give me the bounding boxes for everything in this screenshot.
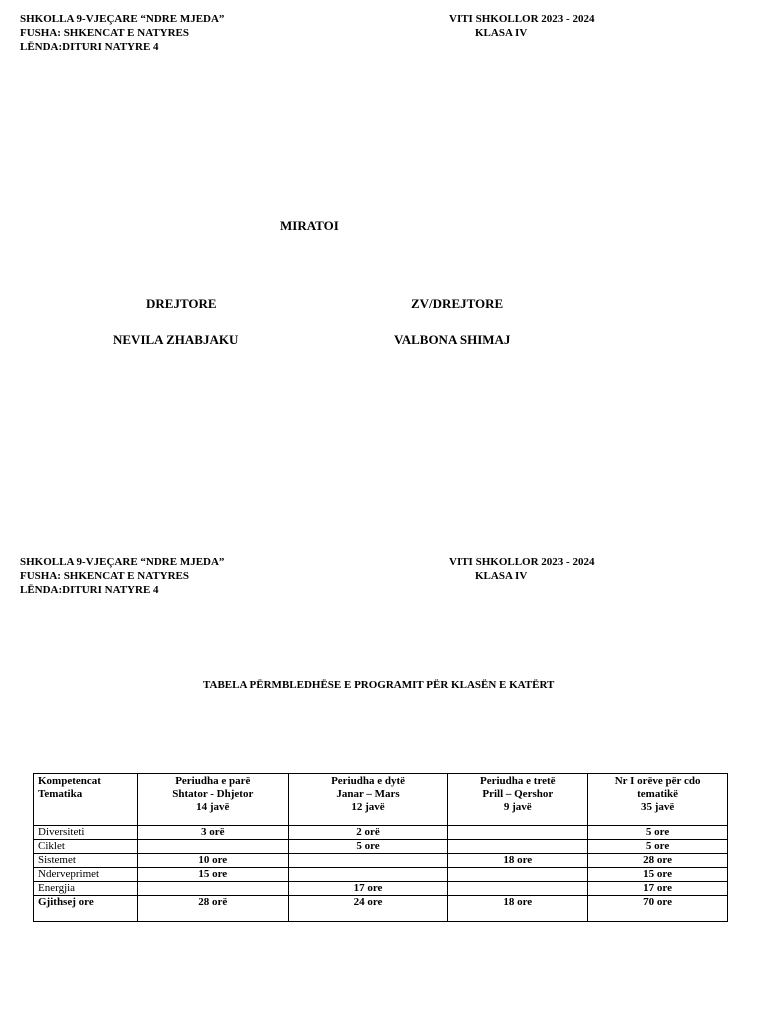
total-cell: 28 orë [137,896,288,922]
school-name: SHKOLLA 9-VJEÇARE “NDRE MJEDA” [20,13,225,25]
class-label: KLASA IV [475,27,528,39]
table-cell [448,882,588,896]
table-cell: 10 ore [137,854,288,868]
table-cell: 28 ore [588,854,728,868]
header-cell-total-hours [588,774,728,826]
table-cell: 3 orë [137,826,288,840]
header-line: Tematika [38,788,83,800]
table-row [34,854,728,868]
school-year: VITI SHKOLLOR 2023 - 2024 [449,556,595,568]
header-line: Shtator - Dhjetor [172,788,254,800]
table-row [34,840,728,854]
deputy-name: VALBONA SHIMAJ [394,332,511,347]
subject-label: LËNDA:DITURI NATYRE 4 [20,41,159,53]
table-cell: 17 ore [588,882,728,896]
total-label: Gjithsej ore [34,896,138,922]
table-row [34,868,728,882]
row-label: Energjia [34,882,138,896]
header-line: Kompetencat [38,775,101,787]
school-header-top [20,12,224,54]
class-label: KLASA IV [475,570,528,582]
table-cell: 5 ore [588,826,728,840]
table-cell [137,840,288,854]
header-line: 12 javë [351,801,385,813]
field-label: FUSHA: SHKENCAT E NATYRES [20,27,190,39]
table-cell [288,868,448,882]
row-label: Nderveprimet [34,868,138,882]
total-cell: 70 ore [588,896,728,922]
table-cell: 17 ore [288,882,448,896]
table-cell: 18 ore [448,854,588,868]
table-row [34,826,728,840]
table-cell: 15 ore [588,868,728,882]
header-line: tematikë [637,788,679,800]
header-cell-competencies [34,774,138,826]
header-cell-period-2 [288,774,448,826]
table-header-row [34,774,728,826]
row-label: Sistemet [34,854,138,868]
table-title: TABELA PËRMBLEDHËSE E PROGRAMIT PËR KLASËN E KATËRT [203,679,555,691]
header-line: Periudha e dytë [331,775,406,787]
program-summary-table [33,773,728,922]
table-cell [448,868,588,882]
header-line: Periudha e tretë [480,775,556,787]
header-line: Prill – Qershor [482,788,554,800]
row-label: Ciklet [34,840,138,854]
table-cell [448,840,588,854]
school-name: SHKOLLA 9-VJEÇARE “NDRE MJEDA” [20,556,225,568]
approval-title: MIRATOI [280,218,339,233]
director-role: DREJTORE [146,296,217,311]
table-cell [288,854,448,868]
director-name: NEVILA ZHABJAKU [113,332,239,347]
table-cell: 2 orë [288,826,448,840]
school-header-second [20,555,224,597]
subject-label: LËNDA:DITURI NATYRE 4 [20,584,159,596]
header-line: 9 javë [503,801,532,813]
header-line: Nr I orëve për cdo [614,775,701,787]
table-cell: 15 ore [137,868,288,882]
header-line: 14 javë [196,801,230,813]
table-cell [137,882,288,896]
header-line: 35 javë [640,801,675,813]
total-cell: 24 ore [288,896,448,922]
total-cell: 18 ore [448,896,588,922]
table-total-row [34,896,728,922]
header-line: Janar – Mars [336,788,400,800]
header-cell-period-3 [448,774,588,826]
header-cell-period-1 [137,774,288,826]
header-line: Periudha e parë [175,775,251,787]
table-cell [448,826,588,840]
table-cell: 5 ore [288,840,448,854]
row-label: Diversiteti [34,826,138,840]
school-year: VITI SHKOLLOR 2023 - 2024 [449,13,595,25]
field-label: FUSHA: SHKENCAT E NATYRES [20,570,190,582]
table-row [34,882,728,896]
deputy-role: ZV/DREJTORE [411,296,504,311]
table-cell: 5 ore [588,840,728,854]
